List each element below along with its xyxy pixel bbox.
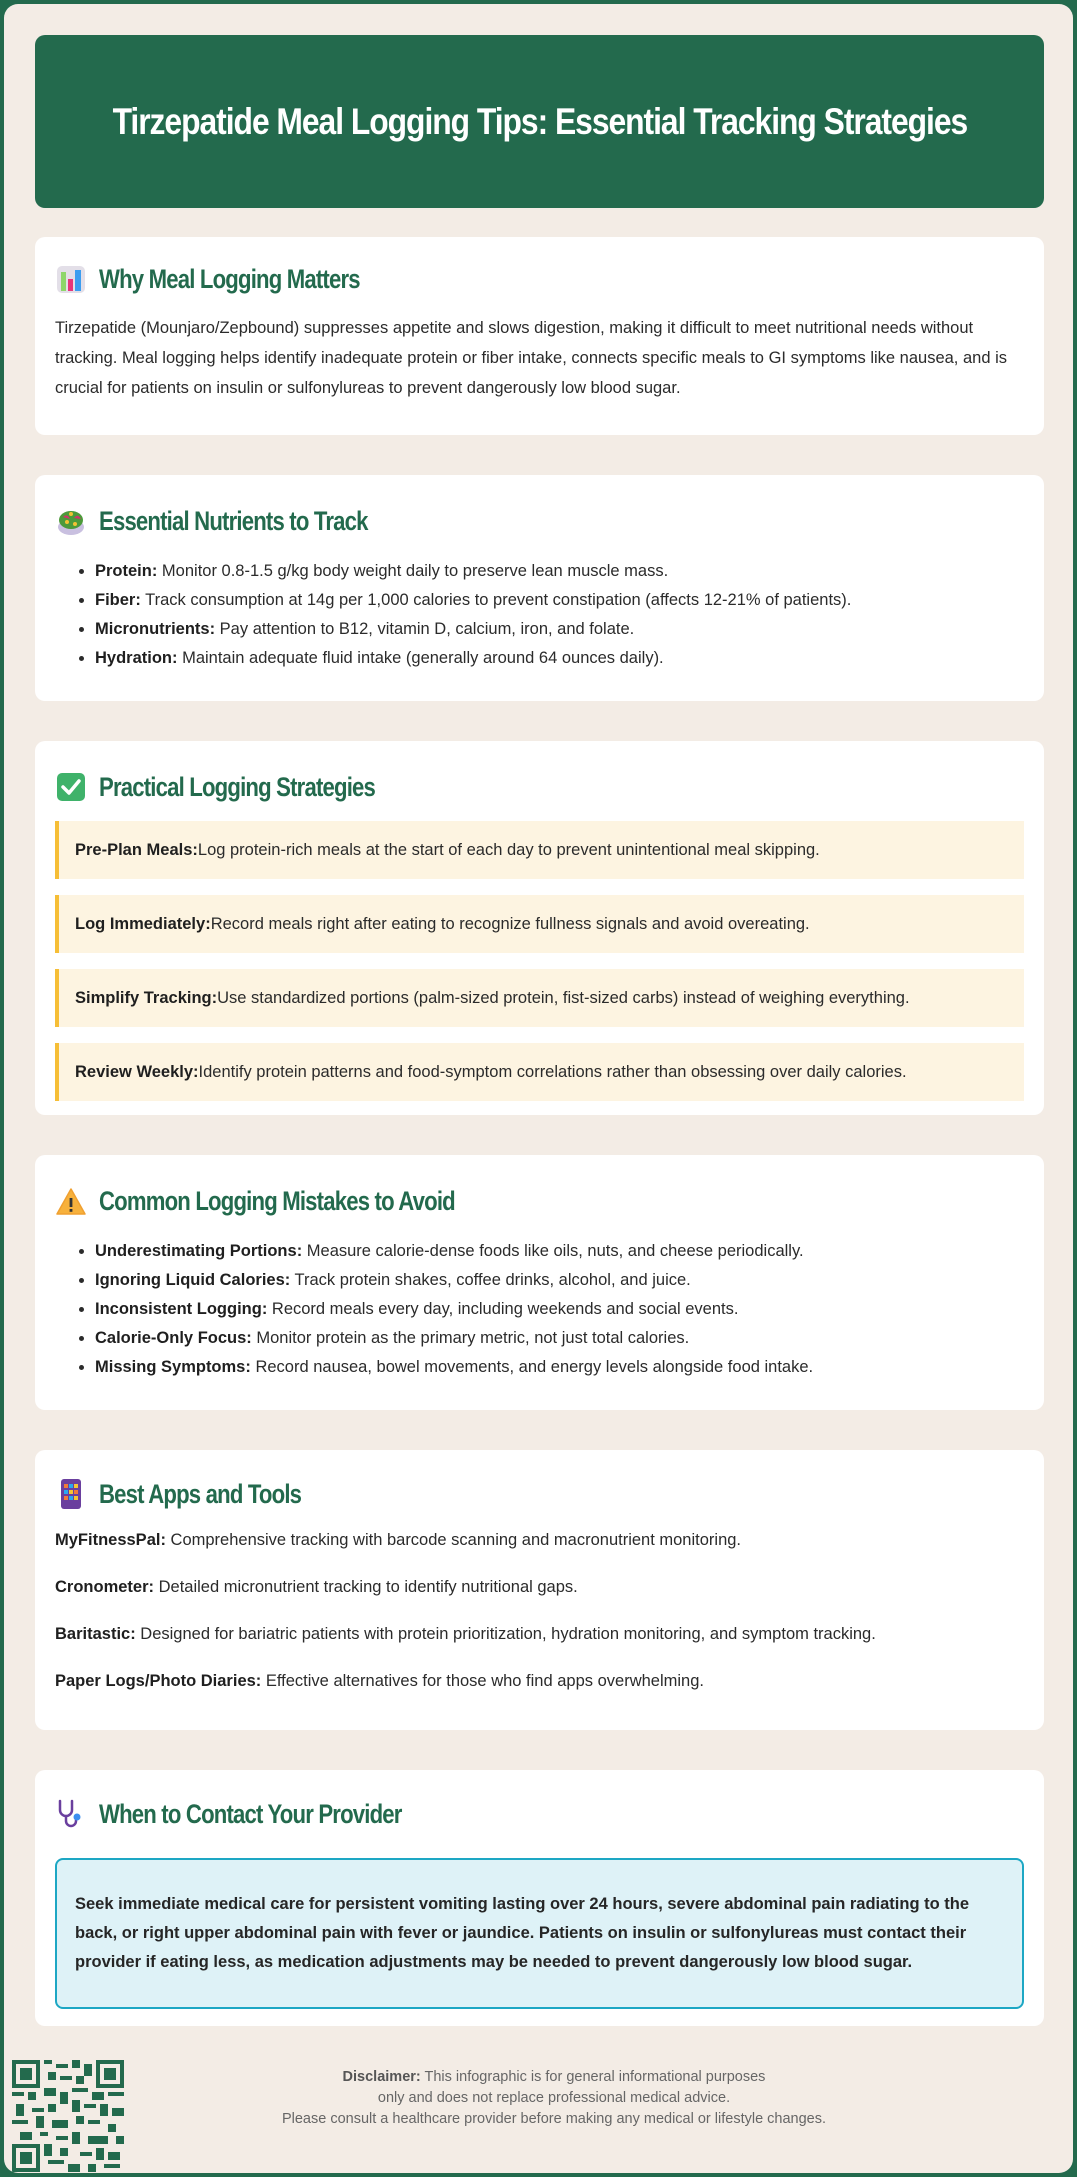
list-item: • Missing Symptoms: Record nausea, bowel movements, and energy levels alongside food intake. xyxy=(95,1353,1024,1382)
warning-icon xyxy=(55,1185,87,1217)
phone-apps-icon xyxy=(55,1478,87,1510)
nutrient-list xyxy=(55,557,1024,673)
section-heading: When to Contact Your Provider xyxy=(99,1798,402,1829)
strategy-tip: Simplify Tracking: Use standardized portions (palm-sized protein, fist-sized carbs) instead of weighing everything. xyxy=(55,969,1024,1027)
section-heading: Common Logging Mistakes to Avoid xyxy=(99,1185,455,1216)
card-practical-strategies xyxy=(35,741,1044,1115)
list-item: • Micronutrients: Pay attention to B12, vitamin D, calcium, iron, and folate. xyxy=(95,615,1024,644)
card-best-apps xyxy=(35,1450,1044,1730)
card-essential-nutrients xyxy=(35,475,1044,701)
app-item: Paper Logs/Photo Diaries: Effective alternatives for those who find apps overwhelming. xyxy=(55,1672,704,1690)
section-heading: Best Apps and Tools xyxy=(99,1478,302,1509)
card-why-meal-logging xyxy=(35,237,1044,435)
alert-box: Seek immediate medical care for persistent vomiting lasting over 24 hours, severe abdominal pain radiating to the back, or right upper abdominal pain with fever or jaundice. Patients on insulin or sulfonylureas must contact their provider if eating less, as medication adjustments may be needed to prevent dangerously low blood sugar. xyxy=(55,1858,1024,2009)
qr-code-icon xyxy=(12,2060,124,2172)
card-common-mistakes xyxy=(35,1155,1044,1410)
check-mark-icon xyxy=(55,771,87,803)
salad-icon xyxy=(55,505,87,537)
app-item: Baritastic: Designed for bariatric patients with protein prioritization, hydration monitoring, and symptom tracking. xyxy=(55,1625,876,1643)
card-contact-provider xyxy=(35,1770,1044,2026)
stethoscope-icon xyxy=(55,1798,87,1830)
list-item: • Hydration: Maintain adequate fluid intake (generally around 64 ounces daily). xyxy=(95,644,1024,673)
strategy-tip: Pre-Plan Meals: Log protein-rich meals at the start of each day to prevent unintentional meal skipping. xyxy=(55,821,1024,879)
disclaimer: Disclaimer: This infographic is for general informational purposes only and does not replace professional medical advice. Please consult a healthcare provider before making any medical or lifestyle changes. xyxy=(281,2069,827,2127)
list-item: • Ignoring Liquid Calories: Track protein shakes, coffee drinks, alcohol, and juice. xyxy=(95,1266,1024,1295)
infographic-frame xyxy=(4,4,1073,2173)
section-heading: Why Meal Logging Matters xyxy=(99,263,360,294)
list-item: • Inconsistent Logging: Record meals every day, including weekends and social events. xyxy=(95,1295,1024,1324)
app-item: MyFitnessPal: Comprehensive tracking with barcode scanning and macronutrient monitoring. xyxy=(55,1531,742,1549)
strategy-tip: Review Weekly: Identify protein patterns and food-symptom correlations rather than obsessing over daily calories. xyxy=(55,1043,1024,1101)
list-item: • Fiber: Track consumption at 14g per 1,000 calories to prevent constipation (affects 12-21% of patients). xyxy=(95,586,1024,615)
app-item: Cronometer: Detailed micronutrient tracking to identify nutritional gaps. xyxy=(55,1578,578,1596)
section-body: Tirzepatide (Mounjaro/Zepbound) suppresses appetite and slows digestion, making it difficult to meet nutritional needs without tracking. Meal logging helps identify inadequate protein or fiber intake, connects specific meals to GI symptoms like nausea, and is crucial for patients on insulin or sulfonylureas to prevent dangerously low blood sugar. xyxy=(55,319,1008,397)
bar-chart-icon xyxy=(55,263,87,295)
mistakes-list xyxy=(55,1237,1024,1382)
strategy-tip: Log Immediately: Record meals right after eating to recognize fullness signals and avoid overeating. xyxy=(55,895,1024,953)
list-item: • Calorie-Only Focus: Monitor protein as the primary metric, not just total calories. xyxy=(95,1324,1024,1353)
list-item: • Protein: Monitor 0.8-1.5 g/kg body weight daily to preserve lean muscle mass. xyxy=(95,557,1024,586)
list-item: • Underestimating Portions: Measure calorie-dense foods like oils, nuts, and cheese periodically. xyxy=(95,1237,1024,1266)
section-heading: Essential Nutrients to Track xyxy=(99,505,368,536)
section-heading: Practical Logging Strategies xyxy=(99,771,376,802)
title-banner xyxy=(35,35,1044,208)
page-title: Tirzepatide Meal Logging Tips: Essential Tracking Strategies xyxy=(112,100,967,142)
